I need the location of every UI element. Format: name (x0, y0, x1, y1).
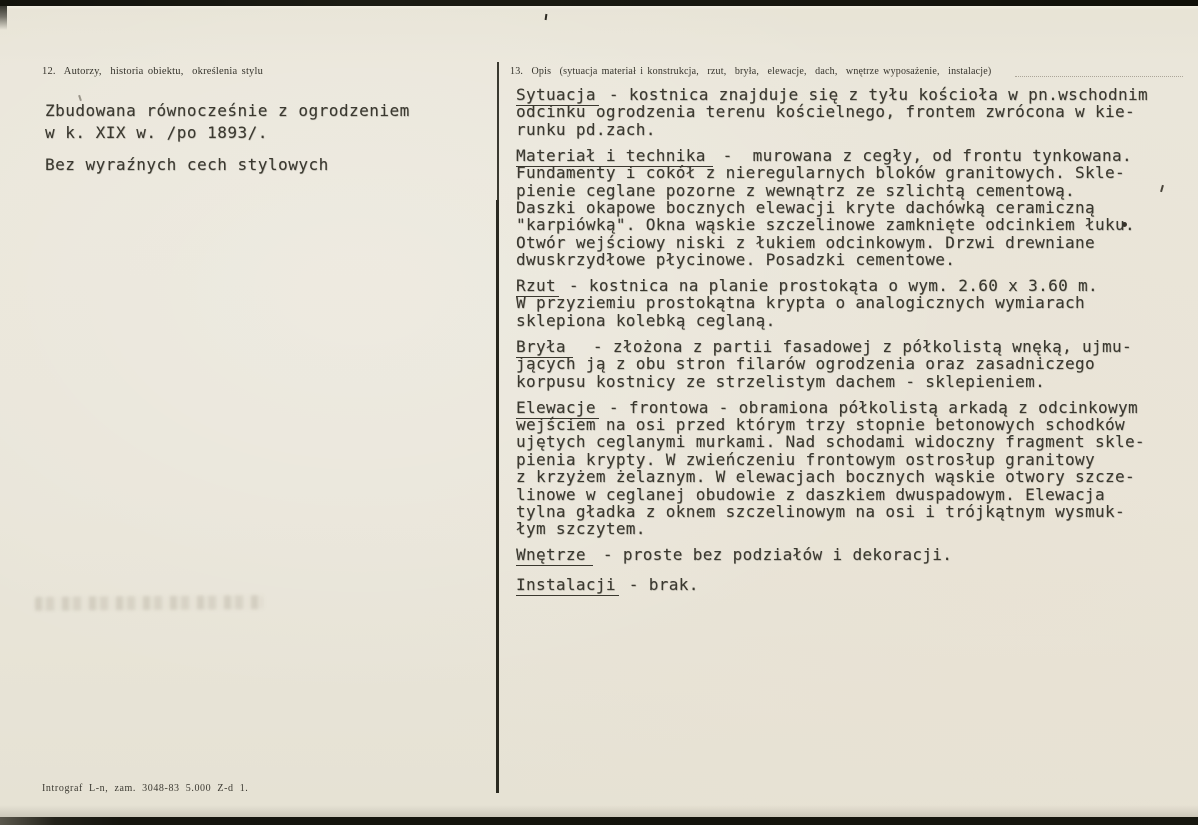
ink-speck (1160, 185, 1164, 192)
typed-line: w k. XIX w. /po 1893/. (45, 123, 268, 142)
typed-line: korpusu kostnicy ze strzelistym dachem - sklepieniem. (516, 371, 1046, 391)
typed-line: Daszki okapowe bocznych elewacji kryte dachówką ceramiczną (516, 197, 1096, 217)
typed-section-bryla (516, 338, 1148, 390)
section-label: Elewacje (516, 398, 599, 419)
paper-bottom-shadow (0, 805, 1198, 817)
typed-line: Fundamenty i cokół z nieregularnych bloków granitowych. Skle- (516, 163, 1125, 183)
section-label: Instalacji (516, 575, 619, 596)
typed-line: pienie ceglane pozorne z wewnątrz ze szlichtą cementową. (516, 180, 1076, 200)
typed-line: tylna gładka z oknem szczelinowym na osi i trójkątnym wysmuk- (516, 501, 1125, 521)
typed-line (516, 277, 1148, 294)
typed-line: Otwór wejściowy niski z łukiem odcinkowym. Drzwi drewniane (516, 232, 1096, 252)
typed-line: Bez wyraźnych cech stylowych (45, 155, 329, 174)
section-text: - brak. (618, 574, 699, 594)
typed-section-wnetrze (516, 546, 1148, 563)
typed-section-rzut (516, 277, 1148, 329)
form-dotted-rule (1015, 66, 1183, 77)
section-text: - frontowa - obramiona półkolistą arkadą z odcinkowym (598, 397, 1138, 417)
section-text: - kostnica znajduje się z tyłu kościoła w pn.wschodnim (598, 85, 1148, 104)
typed-line (516, 86, 1148, 103)
section-text: - proste bez podziałów i dekoracji. (592, 545, 953, 565)
typed-line (516, 399, 1148, 416)
section-text: - złożona z partii fasadowej z półkolistą wnęką, ujmu- (572, 336, 1132, 356)
section-label: Materiał i technika (516, 146, 713, 167)
typed-section-elewacje (516, 399, 1148, 538)
typed-section-sytuacja (516, 86, 1148, 138)
printer-imprint: Intrograf L-n, zam. 3048-83 5.000 Z-d 1. (42, 783, 249, 794)
section-label: Wnętrze (516, 545, 593, 566)
paper-edge-highlight (0, 6, 1198, 10)
typed-history-text (45, 100, 410, 176)
typed-section-instalacji (516, 576, 1148, 593)
typed-line: z krzyżem żelaznym. W elewacjach bocznych wąskie otwory szcze- (516, 467, 1135, 487)
typed-line: dwuskrzydłowe płycinowe. Posadzki cementowe. (516, 250, 956, 270)
scan-edge-bottom (0, 817, 1198, 825)
section-label: Sytuacja (516, 85, 599, 106)
section-label: Rzut (516, 276, 559, 297)
column-divider-line-upper (497, 62, 499, 207)
typed-line: jących ją z obu stron filarów ogrodzenia oraz zasadniczego (516, 354, 1096, 374)
section-text: - kostnica na planie prostokąta o wym. 2.60 x 3.60 m. (558, 276, 1099, 296)
typed-line: sklepiona kolebką ceglaną. (516, 310, 776, 330)
typed-line: odcinku ogrodzenia terenu kościelnego, frontem zwrócona w kie- (516, 102, 1135, 122)
typed-line (516, 546, 1148, 563)
typed-description-text (516, 86, 1148, 602)
scan-corner-shadow (0, 0, 7, 30)
typed-line: pienia krypty. W zwieńczeniu frontowym ostrosłup granitowy (516, 449, 1096, 469)
typed-line: ujętych ceglanymi murkami. Nad schodami widoczny fragment skle- (516, 432, 1145, 452)
showthrough-smudge (35, 595, 263, 611)
typed-line (516, 576, 1148, 593)
section-text: - murowana z cegły, od frontu tynkowana. (712, 145, 1132, 165)
typed-line (516, 147, 1148, 164)
typed-line (516, 338, 1148, 355)
typed-line: łym szczytem. (516, 519, 646, 539)
section-label: Bryła (516, 337, 573, 358)
typed-section-material-i-technika (516, 147, 1148, 269)
field-12-label: 12. Autorzy, historia obiektu, określenia stylu (42, 66, 264, 77)
typed-line: runku pd.zach. (516, 119, 656, 139)
typed-line: Zbudowana równocześnie z ogrodzeniem (45, 101, 410, 120)
field-13-label: 13. Opis (sytuacja materiał i konstrukcja, rzut, bryła, elewacje, dach, wnętrze wyposażenie, instalacje) (510, 66, 992, 77)
ink-speck (545, 14, 548, 20)
typed-line: W przyziemiu prostokątna krypta o analogicznych wymiarach (516, 293, 1086, 313)
typed-line: linowe w ceglanej obudowie z daszkiem dwuspadowym. Elewacja (516, 484, 1105, 504)
typed-line: "karpiówką". Okna wąskie szczelinowe zamknięte odcinkiem łuku. (516, 215, 1135, 235)
typed-line: wejściem na osi przed którym trzy stopnie betonowych schodków (516, 414, 1125, 434)
column-divider-line-lower (496, 200, 499, 793)
